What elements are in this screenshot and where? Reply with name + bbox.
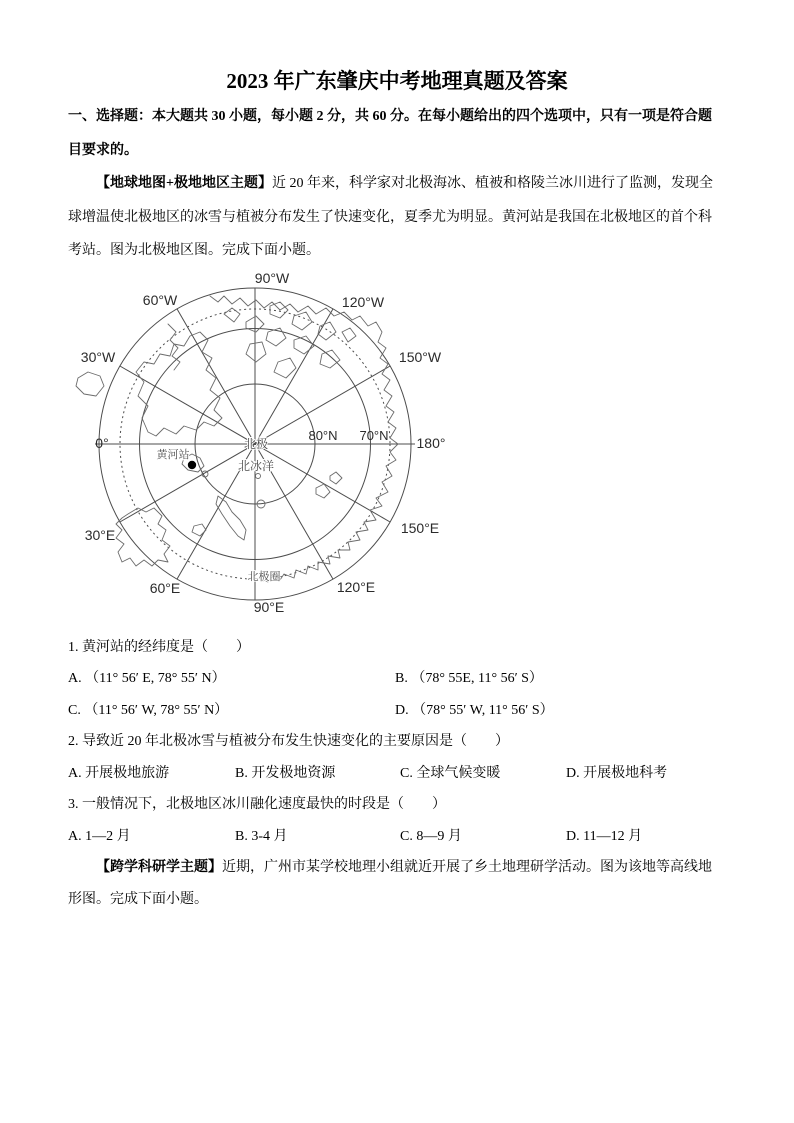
polar-map-svg [72, 268, 452, 620]
arctic-circle-label: 北极圈 [247, 570, 281, 583]
question-3-option-a: A. 1—2 月 [68, 828, 131, 844]
intro2-theme-tag: 【跨学科研学主题】 [96, 860, 222, 876]
meridian-label-120e: 120°E [336, 578, 376, 595]
station-dot [188, 461, 196, 469]
section-header-line-1: 一、选择题：本大题共 30 小题，每小题 2 分，共 60 分。在每小题给出的四个选项中，只有一项是符合题 [68, 109, 712, 124]
question-1-option-d: D. （78° 55′ W, 11° 56′ S） [395, 702, 554, 718]
meridian-label-180: 180° [416, 434, 446, 451]
meridian-label-150w: 150°W [398, 348, 442, 365]
document-body [68, 100, 728, 915]
latitude-label-70n: 70°N [359, 427, 389, 443]
question-2-options-row [68, 758, 728, 790]
question-1-option-b: B. （78° 55E, 11° 56′ S） [395, 671, 543, 687]
intro1-line-2: 球增温使北极地区的冰雪与植被分布发生了快速变化，夏季尤为明显。黄河站是我国在北极地区的首个科 [68, 209, 712, 225]
iceland-outline [76, 372, 104, 396]
greenland-outline [136, 332, 222, 436]
meridian-label-0: 0° [95, 434, 109, 451]
question-3-option-d: D. 11—12 月 [566, 828, 643, 844]
question-1-stem: 1. 黄河站的经纬度是（ ） [68, 639, 250, 655]
scandinavia-outline [116, 508, 170, 566]
question-2-option-a: A. 开展极地旅游 [68, 765, 170, 781]
question-3-stem: 3. 一般情况下，北极地区冰川融化速度最快的时段是（ ） [68, 797, 446, 813]
upper-left-coast [168, 324, 180, 370]
meridian-label-150e: 150°E [400, 519, 440, 536]
meridian-label-120w: 120°W [341, 293, 385, 310]
intro1-line-3: 考站。图为北极地区图。完成下面小题。 [68, 243, 320, 259]
small-island-3 [256, 473, 261, 478]
arctic-ocean-label: 北冰洋 [237, 458, 275, 473]
meridian-label-90e: 90°E [253, 598, 285, 615]
meridian-label-90w: 90°W [254, 269, 290, 286]
question-2-option-c: C. 全球气候变暖 [400, 765, 501, 781]
latitude-label-80n: 80°N [308, 427, 338, 443]
polar-map-figure [68, 268, 728, 620]
section-header-line-2: 目要求的。 [68, 142, 138, 158]
page-title: 2023 年广东肇庆中考地理真题及答案 [226, 69, 568, 93]
severnaya-zemlya-islands [316, 472, 342, 498]
meridian-label-30e: 30°E [84, 526, 116, 543]
station-label: 黄河站 [156, 448, 190, 461]
question-2-option-d: D. 开展极地科考 [566, 765, 668, 781]
question-3-option-b: B. 3-4 月 [235, 828, 288, 844]
meridian-label-60w: 60°W [142, 291, 178, 308]
question-3-options-row [68, 821, 728, 853]
question-1-options-row-1 [68, 663, 728, 695]
north-pole-label: 北极 [243, 436, 269, 451]
intro1-line-1-text: 近 20 年来，科学家对北极海冰、植被和格陵兰冰川进行了监测，发现全 [271, 176, 713, 192]
question-2-stem: 2. 导致近 20 年北极冰雪与植被分布发生快速变化的主要原因是（ ） [68, 734, 509, 750]
intro2-line-1-text: 近期，广州市某学校地理小组就近开展了乡土地理研学活动。图为该地等高线地 [222, 860, 712, 876]
meridian-label-60e: 60°E [149, 579, 181, 596]
meridian-label-30w: 30°W [80, 348, 116, 365]
question-3-option-c: C. 8—9 月 [400, 828, 462, 844]
coastlines [76, 293, 398, 582]
question-2-option-b: B. 开发极地资源 [235, 765, 336, 781]
intro1-theme-tag: 【地球地图+极地地区主题】 [96, 176, 272, 192]
intro2-line-2: 形图。完成下面小题。 [68, 891, 208, 907]
small-island-1 [192, 524, 206, 536]
question-1-options-row-2 [68, 695, 728, 727]
intro1-line-1 [68, 167, 728, 201]
question-1-option-c: C. （11° 56′ W, 78° 55′ N） [68, 702, 229, 718]
intro2-line-1 [68, 852, 728, 884]
question-1-option-a: A. （11° 56′ E, 78° 55′ N） [68, 671, 226, 687]
